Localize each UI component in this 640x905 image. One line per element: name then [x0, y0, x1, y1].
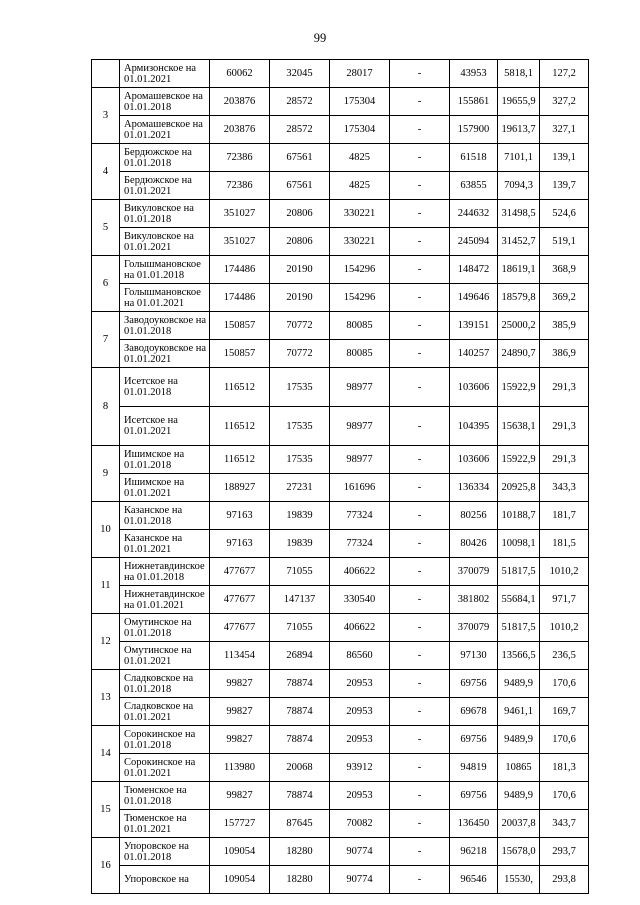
settlement-name-cell: Ишимское на 01.01.2021	[120, 474, 210, 502]
value-cell-c4: -	[390, 614, 450, 642]
table-row	[92, 586, 589, 614]
value-cell-c7: 139,7	[540, 172, 589, 200]
value-cell-c6: 51817,5	[498, 558, 540, 586]
value-cell-c2: 87645	[270, 810, 330, 838]
value-cell-c5: 140257	[450, 340, 498, 368]
value-cell-c7: 181,7	[540, 502, 589, 530]
value-cell-c7: 236,5	[540, 642, 589, 670]
value-cell-c1: 203876	[210, 116, 270, 144]
value-cell-c6: 25000,2	[498, 312, 540, 340]
value-cell-c5: 245094	[450, 228, 498, 256]
value-cell-c6: 7101,1	[498, 144, 540, 172]
value-cell-c7: 170,6	[540, 670, 589, 698]
value-cell-c6: 18579,8	[498, 284, 540, 312]
row-number-cell: 7	[92, 312, 120, 368]
value-cell-c6: 9489,9	[498, 670, 540, 698]
settlement-name-cell: Тюменское на 01.01.2021	[120, 810, 210, 838]
value-cell-c5: 148472	[450, 256, 498, 284]
value-cell-c2: 78874	[270, 670, 330, 698]
value-cell-c6: 18619,1	[498, 256, 540, 284]
value-cell-c1: 99827	[210, 726, 270, 754]
value-cell-c2: 17535	[270, 407, 330, 446]
value-cell-c1: 203876	[210, 88, 270, 116]
settlement-name-cell: Голышмановское на 01.01.2018	[120, 256, 210, 284]
value-cell-c1: 99827	[210, 782, 270, 810]
value-cell-c7: 343,3	[540, 474, 589, 502]
table-row	[92, 116, 589, 144]
value-cell-c2: 26894	[270, 642, 330, 670]
value-cell-c2: 78874	[270, 726, 330, 754]
value-cell-c1: 150857	[210, 312, 270, 340]
value-cell-c2: 78874	[270, 698, 330, 726]
value-cell-c1: 99827	[210, 698, 270, 726]
settlement-name-cell: Бердюжское на 01.01.2021	[120, 172, 210, 200]
value-cell-c4: -	[390, 502, 450, 530]
value-cell-c4: -	[390, 754, 450, 782]
value-cell-c7: 385,9	[540, 312, 589, 340]
value-cell-c7: 386,9	[540, 340, 589, 368]
value-cell-c7: 327,2	[540, 88, 589, 116]
value-cell-c4: -	[390, 407, 450, 446]
value-cell-c6: 9489,9	[498, 726, 540, 754]
value-cell-c6: 10188,7	[498, 502, 540, 530]
value-cell-c4: -	[390, 368, 450, 407]
value-cell-c7: 169,7	[540, 698, 589, 726]
value-cell-c1: 72386	[210, 144, 270, 172]
value-cell-c2: 147137	[270, 586, 330, 614]
value-cell-c2: 19839	[270, 530, 330, 558]
settlement-name-cell: Сладковское на 01.01.2018	[120, 670, 210, 698]
settlement-name-cell: Тюменское на 01.01.2018	[120, 782, 210, 810]
value-cell-c5: 103606	[450, 446, 498, 474]
value-cell-c7: 291,3	[540, 446, 589, 474]
value-cell-c6: 20925,8	[498, 474, 540, 502]
value-cell-c5: 80256	[450, 502, 498, 530]
table-row	[92, 88, 589, 116]
value-cell-c7: 369,2	[540, 284, 589, 312]
value-cell-c2: 67561	[270, 144, 330, 172]
table-row	[92, 670, 589, 698]
table-body	[92, 60, 589, 894]
value-cell-c5: 149646	[450, 284, 498, 312]
value-cell-c5: 139151	[450, 312, 498, 340]
value-cell-c4: -	[390, 726, 450, 754]
table-row	[92, 726, 589, 754]
value-cell-c6: 15922,9	[498, 446, 540, 474]
value-cell-c5: 96546	[450, 866, 498, 894]
table-row	[92, 810, 589, 838]
value-cell-c2: 20806	[270, 228, 330, 256]
value-cell-c6: 20037,8	[498, 810, 540, 838]
value-cell-c6: 13566,5	[498, 642, 540, 670]
settlement-name-cell: Заводоуковское на 01.01.2021	[120, 340, 210, 368]
row-number-cell: 3	[92, 88, 120, 144]
value-cell-c1: 116512	[210, 407, 270, 446]
value-cell-c3: 175304	[330, 88, 390, 116]
value-cell-c6: 9489,9	[498, 782, 540, 810]
value-cell-c3: 98977	[330, 368, 390, 407]
value-cell-c1: 72386	[210, 172, 270, 200]
value-cell-c6: 10865	[498, 754, 540, 782]
settlement-name-cell: Нижнетавдинское на 01.01.2018	[120, 558, 210, 586]
value-cell-c2: 20190	[270, 256, 330, 284]
settlement-name-cell: Аромашевское на 01.01.2021	[120, 116, 210, 144]
value-cell-c6: 15678,0	[498, 838, 540, 866]
value-cell-c7: 327,1	[540, 116, 589, 144]
value-cell-c4: -	[390, 670, 450, 698]
row-number-cell: 16	[92, 838, 120, 894]
value-cell-c5: 370079	[450, 558, 498, 586]
value-cell-c5: 136334	[450, 474, 498, 502]
settlement-name-cell: Омутинское на 01.01.2018	[120, 614, 210, 642]
table-row	[92, 446, 589, 474]
value-cell-c2: 20190	[270, 284, 330, 312]
value-cell-c3: 154296	[330, 256, 390, 284]
value-cell-c7: 291,3	[540, 368, 589, 407]
value-cell-c4: -	[390, 116, 450, 144]
value-cell-c4: -	[390, 312, 450, 340]
value-cell-c2: 70772	[270, 340, 330, 368]
value-cell-c7: 368,9	[540, 256, 589, 284]
value-cell-c2: 17535	[270, 368, 330, 407]
value-cell-c3: 20953	[330, 726, 390, 754]
value-cell-c7: 519,1	[540, 228, 589, 256]
value-cell-c5: 381802	[450, 586, 498, 614]
value-cell-c5: 69756	[450, 670, 498, 698]
table-row	[92, 407, 589, 446]
value-cell-c1: 174486	[210, 284, 270, 312]
value-cell-c5: 244632	[450, 200, 498, 228]
table-row	[92, 642, 589, 670]
table-row	[92, 474, 589, 502]
row-number-cell: 8	[92, 368, 120, 446]
value-cell-c6: 15530,	[498, 866, 540, 894]
value-cell-c3: 98977	[330, 446, 390, 474]
value-cell-c7: 170,6	[540, 726, 589, 754]
value-cell-c3: 28017	[330, 60, 390, 88]
value-cell-c3: 90774	[330, 866, 390, 894]
value-cell-c3: 20953	[330, 698, 390, 726]
table-row	[92, 368, 589, 407]
settlement-name-cell: Омутинское на 01.01.2021	[120, 642, 210, 670]
value-cell-c2: 19839	[270, 502, 330, 530]
table-row	[92, 144, 589, 172]
value-cell-c2: 18280	[270, 838, 330, 866]
settlement-name-cell: Исетское на 01.01.2018	[120, 368, 210, 407]
settlement-name-cell: Сладковское на 01.01.2021	[120, 698, 210, 726]
value-cell-c3: 330221	[330, 228, 390, 256]
row-number-cell: 12	[92, 614, 120, 670]
table-row	[92, 614, 589, 642]
page-number: 99	[313, 31, 327, 45]
value-cell-c7: 170,6	[540, 782, 589, 810]
settlement-name-cell: Викуловское на 01.01.2021	[120, 228, 210, 256]
value-cell-c5: 370079	[450, 614, 498, 642]
row-number-cell: 6	[92, 256, 120, 312]
value-cell-c7: 181,3	[540, 754, 589, 782]
value-cell-c4: -	[390, 698, 450, 726]
value-cell-c5: 157900	[450, 116, 498, 144]
settlement-name-cell: Сорокинское на 01.01.2021	[120, 754, 210, 782]
table-row	[92, 60, 589, 88]
value-cell-c4: -	[390, 228, 450, 256]
value-cell-c7: 1010,2	[540, 614, 589, 642]
value-cell-c2: 27231	[270, 474, 330, 502]
settlement-name-cell: Упоровское на	[120, 866, 210, 894]
value-cell-c4: -	[390, 172, 450, 200]
value-cell-c2: 20806	[270, 200, 330, 228]
value-cell-c3: 98977	[330, 407, 390, 446]
value-cell-c5: 63855	[450, 172, 498, 200]
settlement-name-cell: Заводоуковское на 01.01.2018	[120, 312, 210, 340]
value-cell-c3: 80085	[330, 312, 390, 340]
value-cell-c4: -	[390, 530, 450, 558]
value-cell-c2: 18280	[270, 866, 330, 894]
value-cell-c4: -	[390, 810, 450, 838]
value-cell-c3: 406622	[330, 614, 390, 642]
value-cell-c4: -	[390, 144, 450, 172]
table-row	[92, 284, 589, 312]
value-cell-c1: 109054	[210, 838, 270, 866]
value-cell-c5: 69756	[450, 726, 498, 754]
value-cell-c7: 293,7	[540, 838, 589, 866]
value-cell-c3: 154296	[330, 284, 390, 312]
value-cell-c5: 97130	[450, 642, 498, 670]
value-cell-c5: 61518	[450, 144, 498, 172]
value-cell-c4: -	[390, 446, 450, 474]
value-cell-c1: 351027	[210, 200, 270, 228]
row-number-cell: 14	[92, 726, 120, 782]
value-cell-c6: 19655,9	[498, 88, 540, 116]
value-cell-c1: 477677	[210, 586, 270, 614]
settlement-name-cell: Ишимское на 01.01.2018	[120, 446, 210, 474]
value-cell-c3: 90774	[330, 838, 390, 866]
value-cell-c2: 28572	[270, 116, 330, 144]
settlement-name-cell: Бердюжское на 01.01.2018	[120, 144, 210, 172]
value-cell-c5: 80426	[450, 530, 498, 558]
table-row	[92, 172, 589, 200]
value-cell-c1: 116512	[210, 368, 270, 407]
table-row	[92, 200, 589, 228]
value-cell-c6: 19613,7	[498, 116, 540, 144]
value-cell-c4: -	[390, 200, 450, 228]
value-cell-c6: 31498,5	[498, 200, 540, 228]
value-cell-c6: 10098,1	[498, 530, 540, 558]
value-cell-c3: 20953	[330, 782, 390, 810]
value-cell-c7: 293,8	[540, 866, 589, 894]
table-row	[92, 754, 589, 782]
value-cell-c5: 155861	[450, 88, 498, 116]
value-cell-c7: 971,7	[540, 586, 589, 614]
value-cell-c4: -	[390, 782, 450, 810]
value-cell-c4: -	[390, 558, 450, 586]
value-cell-c1: 113454	[210, 642, 270, 670]
settlement-name-cell: Аромашевское на 01.01.2018	[120, 88, 210, 116]
value-cell-c1: 477677	[210, 558, 270, 586]
settlement-name-cell: Нижнетавдинское на 01.01.2021	[120, 586, 210, 614]
value-cell-c2: 71055	[270, 558, 330, 586]
table-row	[92, 228, 589, 256]
value-cell-c7: 127,2	[540, 60, 589, 88]
row-number-cell: 15	[92, 782, 120, 838]
value-cell-c2: 20068	[270, 754, 330, 782]
value-cell-c7: 181,5	[540, 530, 589, 558]
row-number-cell: 11	[92, 558, 120, 614]
value-cell-c3: 80085	[330, 340, 390, 368]
table-row	[92, 502, 589, 530]
value-cell-c6: 55684,1	[498, 586, 540, 614]
settlement-name-cell: Армизонское на 01.01.2021	[120, 60, 210, 88]
value-cell-c3: 86560	[330, 642, 390, 670]
value-cell-c6: 9461,1	[498, 698, 540, 726]
value-cell-c5: 136450	[450, 810, 498, 838]
value-cell-c4: -	[390, 838, 450, 866]
value-cell-c3: 330540	[330, 586, 390, 614]
value-cell-c1: 116512	[210, 446, 270, 474]
settlement-name-cell: Казанское на 01.01.2021	[120, 530, 210, 558]
value-cell-c1: 150857	[210, 340, 270, 368]
value-cell-c5: 69756	[450, 782, 498, 810]
value-cell-c1: 109054	[210, 866, 270, 894]
data-table	[91, 59, 589, 894]
value-cell-c6: 7094,3	[498, 172, 540, 200]
table-row	[92, 698, 589, 726]
table-row	[92, 530, 589, 558]
table-row	[92, 782, 589, 810]
row-number-cell: 9	[92, 446, 120, 502]
value-cell-c3: 4825	[330, 144, 390, 172]
value-cell-c4: -	[390, 88, 450, 116]
value-cell-c3: 77324	[330, 502, 390, 530]
value-cell-c1: 351027	[210, 228, 270, 256]
value-cell-c3: 20953	[330, 670, 390, 698]
value-cell-c7: 524,6	[540, 200, 589, 228]
value-cell-c5: 43953	[450, 60, 498, 88]
value-cell-c1: 99827	[210, 670, 270, 698]
value-cell-c6: 5818,1	[498, 60, 540, 88]
value-cell-c2: 71055	[270, 614, 330, 642]
value-cell-c6: 15638,1	[498, 407, 540, 446]
value-cell-c2: 67561	[270, 172, 330, 200]
table-row	[92, 312, 589, 340]
value-cell-c7: 291,3	[540, 407, 589, 446]
value-cell-c3: 330221	[330, 200, 390, 228]
value-cell-c5: 69678	[450, 698, 498, 726]
value-cell-c3: 70082	[330, 810, 390, 838]
row-number-cell: 10	[92, 502, 120, 558]
settlement-name-cell: Упоровское на 01.01.2018	[120, 838, 210, 866]
row-number-cell: 13	[92, 670, 120, 726]
value-cell-c4: -	[390, 60, 450, 88]
value-cell-c6: 24890,7	[498, 340, 540, 368]
value-cell-c2: 32045	[270, 60, 330, 88]
settlement-name-cell: Викуловское на 01.01.2018	[120, 200, 210, 228]
value-cell-c1: 477677	[210, 614, 270, 642]
table-row	[92, 340, 589, 368]
table-row	[92, 866, 589, 894]
value-cell-c3: 161696	[330, 474, 390, 502]
value-cell-c2: 78874	[270, 782, 330, 810]
settlement-name-cell: Исетское на 01.01.2021	[120, 407, 210, 446]
value-cell-c5: 103606	[450, 368, 498, 407]
value-cell-c3: 4825	[330, 172, 390, 200]
value-cell-c7: 343,7	[540, 810, 589, 838]
value-cell-c5: 96218	[450, 838, 498, 866]
value-cell-c1: 97163	[210, 530, 270, 558]
table-row	[92, 558, 589, 586]
value-cell-c2: 70772	[270, 312, 330, 340]
value-cell-c1: 60062	[210, 60, 270, 88]
value-cell-c5: 104395	[450, 407, 498, 446]
value-cell-c3: 93912	[330, 754, 390, 782]
value-cell-c4: -	[390, 642, 450, 670]
value-cell-c4: -	[390, 586, 450, 614]
value-cell-c4: -	[390, 866, 450, 894]
value-cell-c2: 28572	[270, 88, 330, 116]
table-row	[92, 838, 589, 866]
value-cell-c4: -	[390, 340, 450, 368]
value-cell-c7: 139,1	[540, 144, 589, 172]
row-number-cell	[92, 60, 120, 88]
value-cell-c1: 157727	[210, 810, 270, 838]
value-cell-c6: 51817,5	[498, 614, 540, 642]
value-cell-c3: 175304	[330, 116, 390, 144]
value-cell-c1: 97163	[210, 502, 270, 530]
settlement-name-cell: Голышмановское на 01.01.2021	[120, 284, 210, 312]
value-cell-c1: 174486	[210, 256, 270, 284]
value-cell-c4: -	[390, 284, 450, 312]
value-cell-c3: 406622	[330, 558, 390, 586]
row-number-cell: 5	[92, 200, 120, 256]
value-cell-c6: 15922,9	[498, 368, 540, 407]
value-cell-c4: -	[390, 474, 450, 502]
value-cell-c1: 188927	[210, 474, 270, 502]
value-cell-c1: 113980	[210, 754, 270, 782]
value-cell-c6: 31452,7	[498, 228, 540, 256]
value-cell-c7: 1010,2	[540, 558, 589, 586]
row-number-cell: 4	[92, 144, 120, 200]
settlement-name-cell: Казанское на 01.01.2018	[120, 502, 210, 530]
value-cell-c4: -	[390, 256, 450, 284]
table-row	[92, 256, 589, 284]
value-cell-c2: 17535	[270, 446, 330, 474]
value-cell-c3: 77324	[330, 530, 390, 558]
settlement-name-cell: Сорокинское на 01.01.2018	[120, 726, 210, 754]
value-cell-c5: 94819	[450, 754, 498, 782]
